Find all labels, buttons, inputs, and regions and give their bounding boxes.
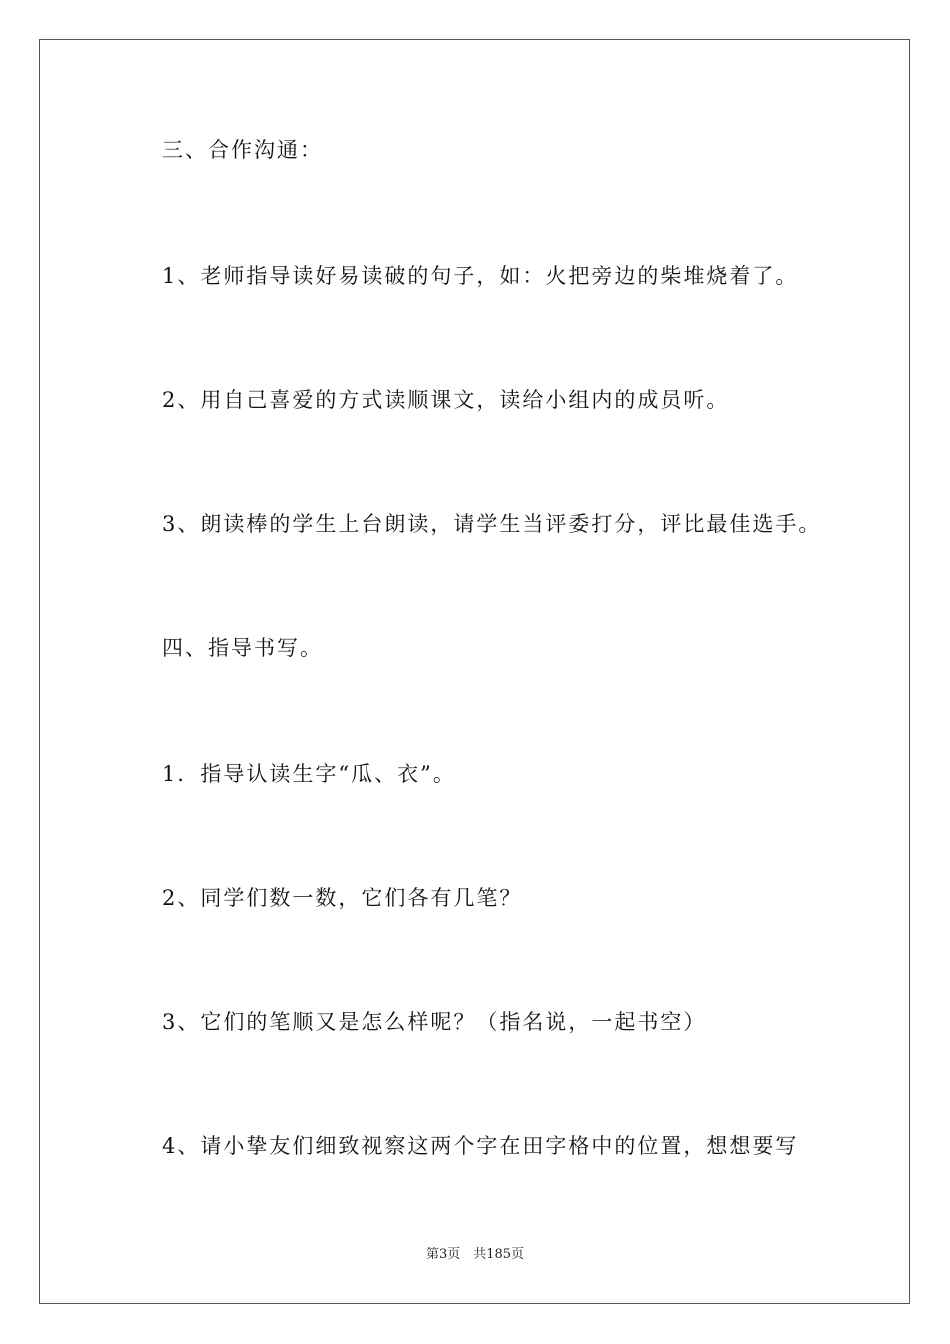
paragraph-item-3: 3、朗读棒的学生上台朗读，请学生当评委打分，评比最佳选手。: [162, 512, 822, 536]
paragraph-step-4: 4、请小挚友们细致视察这两个字在田字格中的位置，想想要写: [162, 1134, 799, 1158]
page-number-footer: 第3页 共185页: [425, 1247, 525, 1262]
paragraph-step-1: 1．指导认读生字“瓜、衣”。: [162, 762, 456, 786]
page-border: [39, 39, 910, 1304]
paragraph-step-3: 3、它们的笔顺又是怎么样呢？（指名说，一起书空）: [162, 1010, 707, 1034]
paragraph-step-2: 2、同学们数一数，它们各有几笔？: [162, 886, 523, 910]
paragraph-item-1: 1、老师指导读好易读破的句子，如：火把旁边的柴堆烧着了。: [162, 264, 799, 288]
section-heading-cooperation: 三、合作沟通：: [162, 138, 323, 162]
section-heading-writing: 四、指导书写。: [162, 636, 323, 660]
paragraph-item-2: 2、用自己喜爱的方式读顺课文，读给小组内的成员听。: [162, 388, 730, 412]
